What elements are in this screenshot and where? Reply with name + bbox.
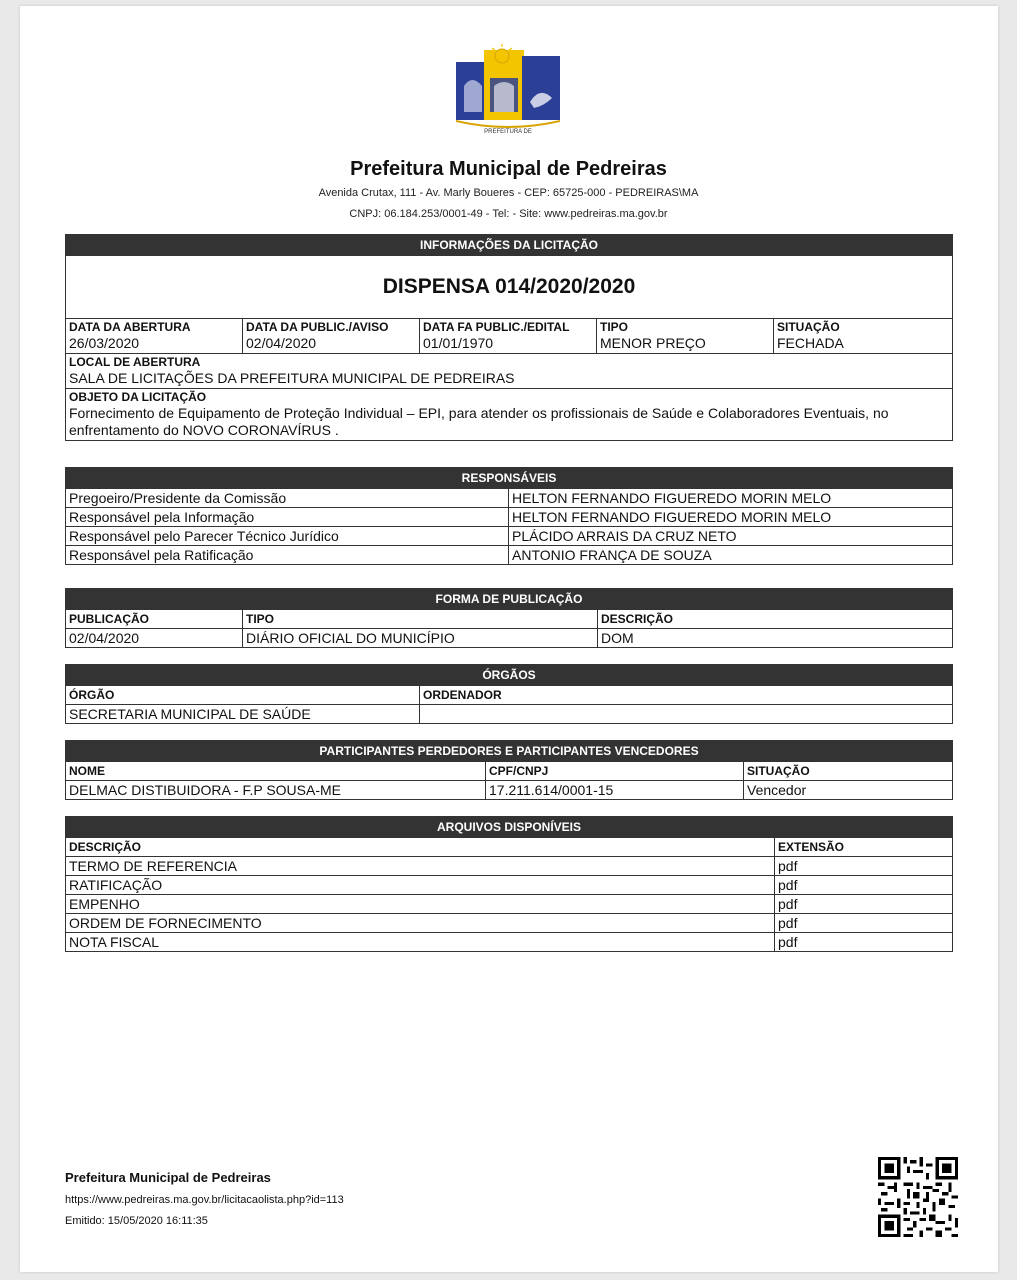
column-header: CPF/CNPJ	[486, 762, 744, 781]
file-name[interactable]: NOTA FISCAL	[66, 933, 775, 952]
file-row[interactable]	[66, 933, 953, 952]
publicacao-descricao: DOM	[598, 629, 953, 648]
section-header-publicacao: FORMA DE PUBLICAÇÃO	[66, 589, 953, 610]
file-row[interactable]	[66, 895, 953, 914]
field-data-abertura: DATA DA ABERTURA 26/03/2020	[66, 319, 243, 354]
table-row	[66, 489, 953, 508]
org-title: Prefeitura Municipal de Pedreiras	[350, 158, 667, 180]
participantes-table	[65, 740, 953, 800]
file-extension: pdf	[775, 876, 953, 895]
footer-emitted-date: Emitido: 15/05/2020 16:11:35	[65, 1215, 208, 1227]
field-data-public-aviso: DATA DA PUBLIC./AVISO 02/04/2020	[243, 319, 420, 354]
field-tipo: TIPO MENOR PREÇO	[597, 319, 774, 354]
qr-code-icon	[878, 1157, 958, 1237]
field-local-abertura: LOCAL DE ABERTURA SALA DE LICITAÇÕES DA PREFEITURA MUNICIPAL DE PEDREIRAS	[66, 354, 953, 389]
table-row	[66, 781, 953, 800]
responsavel-role: Responsável pela Informação	[66, 508, 509, 527]
file-extension: pdf	[775, 914, 953, 933]
responsavel-name: HELTON FERNANDO FIGUEREDO MORIN MELO	[509, 508, 953, 527]
responsavel-name: ANTONIO FRANÇA DE SOUZA	[509, 546, 953, 565]
table-row	[66, 546, 953, 565]
file-extension: pdf	[775, 895, 953, 914]
field-situacao: SITUAÇÃO FECHADA	[774, 319, 953, 354]
column-header: TIPO	[243, 610, 598, 629]
file-name[interactable]: TERMO DE REFERENCIA	[66, 857, 775, 876]
municipal-logo	[454, 42, 562, 136]
table-row	[66, 508, 953, 527]
org-address: Avenida Crutax, 111 - Av. Marly Boueres - CEP: 65725-000 - PEDREIRAS\MA	[318, 187, 699, 199]
section-header-participantes: PARTICIPANTES PERDEDORES E PARTICIPANTES VENCEDORES	[66, 741, 953, 762]
file-extension: pdf	[775, 933, 953, 952]
field-data-public-edital: DATA FA PUBLIC./EDITAL 01/01/1970	[420, 319, 597, 354]
licitacao-info-table	[65, 234, 953, 441]
responsaveis-table	[65, 467, 953, 565]
ordenador-name	[420, 705, 953, 724]
section-header-licitacao: INFORMAÇÕES DA LICITAÇÃO	[66, 235, 953, 256]
section-header-responsaveis: RESPONSÁVEIS	[66, 468, 953, 489]
responsavel-name: HELTON FERNANDO FIGUEREDO MORIN MELO	[509, 489, 953, 508]
licitacao-number: DISPENSA 014/2020/2020	[66, 256, 953, 319]
column-header: DESCRIÇÃO	[598, 610, 953, 629]
file-row[interactable]	[66, 914, 953, 933]
column-header: ORDENADOR	[420, 686, 953, 705]
participante-nome: DELMAC DISTIBUIDORA - F.P SOUSA-ME	[66, 781, 486, 800]
responsavel-role: Responsável pela Ratificação	[66, 546, 509, 565]
footer-url[interactable]: https://www.pedreiras.ma.gov.br/licitacaolista.php?id=113	[65, 1194, 344, 1206]
publicacao-date: 02/04/2020	[66, 629, 243, 648]
column-header: DESCRIÇÃO	[66, 838, 775, 857]
publicacao-tipo: DIÁRIO OFICIAL DO MUNICÍPIO	[243, 629, 598, 648]
footer-org-name: Prefeitura Municipal de Pedreiras	[65, 1170, 271, 1185]
file-name[interactable]: EMPENHO	[66, 895, 775, 914]
table-row	[66, 705, 953, 724]
responsavel-name: PLÁCIDO ARRAIS DA CRUZ NETO	[509, 527, 953, 546]
column-header: SITUAÇÃO	[744, 762, 953, 781]
file-row[interactable]	[66, 876, 953, 895]
column-header: ÓRGÃO	[66, 686, 420, 705]
table-row	[66, 629, 953, 648]
orgao-name: SECRETARIA MUNICIPAL DE SAÚDE	[66, 705, 420, 724]
responsavel-role: Responsável pelo Parecer Técnico Jurídico	[66, 527, 509, 546]
column-header: NOME	[66, 762, 486, 781]
field-objeto: OBJETO DA LICITAÇÃO Fornecimento de Equipamento de Proteção Individual – EPI, para atender os profissionais de Saúde e Colaboradores Eventuais, no enfrentamento do NOVO CORONAVÍRUS .	[66, 389, 953, 441]
logo-caption: PREFEITURA DE	[484, 129, 532, 135]
arquivos-table	[65, 816, 953, 952]
publicacao-table	[65, 588, 953, 648]
file-row[interactable]	[66, 857, 953, 876]
participante-cnpj: 17.211.614/0001-15	[486, 781, 744, 800]
responsavel-role: Pregoeiro/Presidente da Comissão	[66, 489, 509, 508]
orgaos-table	[65, 664, 953, 724]
file-extension: pdf	[775, 857, 953, 876]
org-contact: CNPJ: 06.184.253/0001-49 - Tel: - Site: www.pedreiras.ma.gov.br	[349, 208, 668, 220]
file-name[interactable]: RATIFICAÇÃO	[66, 876, 775, 895]
column-header: EXTENSÃO	[775, 838, 953, 857]
file-name[interactable]: ORDEM DE FORNECIMENTO	[66, 914, 775, 933]
section-header-orgaos: ÓRGÃOS	[66, 665, 953, 686]
section-header-arquivos: ARQUIVOS DISPONÍVEIS	[66, 817, 953, 838]
participante-situacao: Vencedor	[744, 781, 953, 800]
column-header: PUBLICAÇÃO	[66, 610, 243, 629]
table-row	[66, 527, 953, 546]
